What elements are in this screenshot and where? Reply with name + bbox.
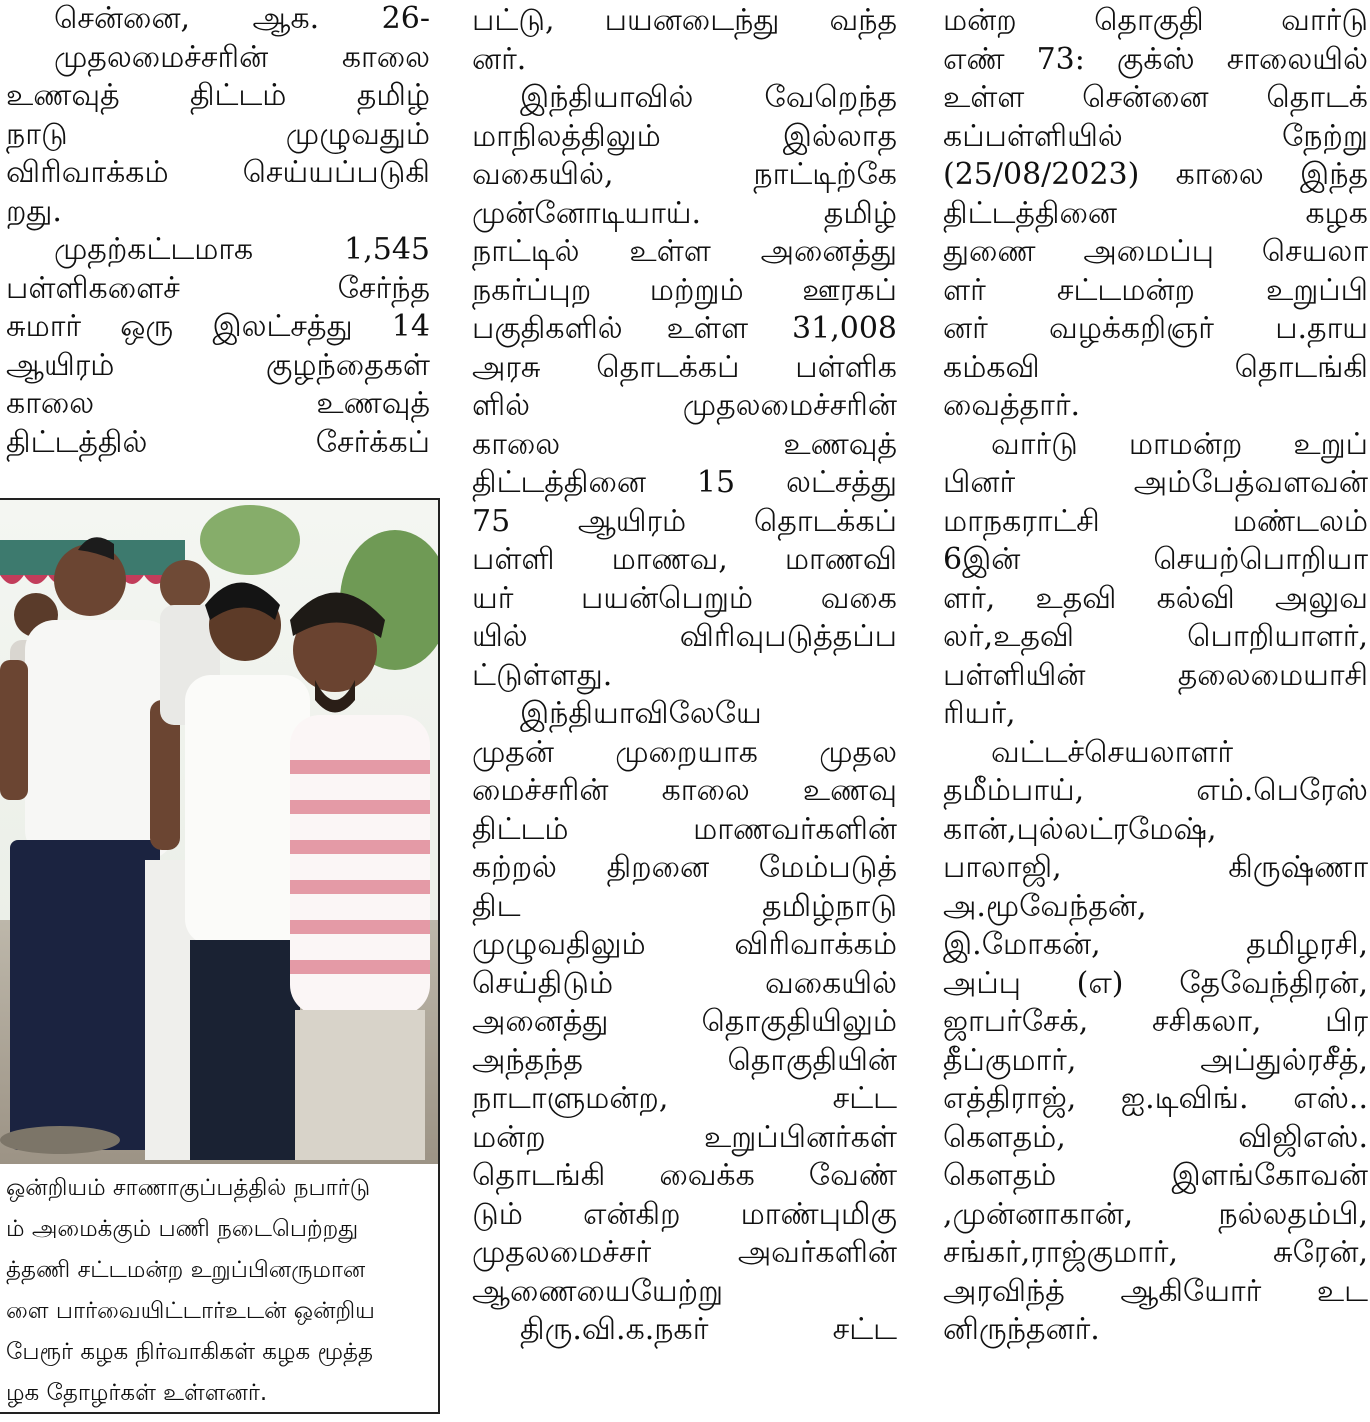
text-line: துணை அமைப்பு செயலா [943, 234, 1368, 269]
caption-line: த்தணி சட்டமன்ற உறுப்பினருமான [6, 1257, 366, 1283]
text-line: ளில் முதலமைச்சரின் [472, 388, 897, 423]
text-line: கம்கவி தொடங்கி [943, 349, 1368, 385]
text-line: சங்கர்,ராஜ்குமார், சுரேன், [943, 1235, 1368, 1270]
text-line: நாட்டில் உள்ள அனைத்து [472, 234, 897, 269]
text-line: விரிவாக்கம் செய்யப்படுகி [6, 155, 430, 190]
text-line: ட்டுள்ளது. [472, 657, 613, 693]
text-line: கப்பள்ளியில் நேற்று [943, 118, 1368, 154]
text-line: பள்ளியின் தலைமையாசி [943, 657, 1368, 693]
news-photo-box [0, 498, 440, 1414]
article-column-2 [472, 2, 897, 1350]
text-line: எத்திராஜ், ஐ.டிவிங். எஸ்.. [943, 1081, 1368, 1116]
text-line: நாடாளுமன்ற, சட்ட [472, 1081, 897, 1116]
text-line: வட்டச்செயலாளர் [991, 734, 1234, 770]
text-line: முதற்கட்டமாக 1,545 [54, 232, 430, 267]
text-line: காலை உணவுத் [472, 426, 897, 462]
text-line: வகையில், நாட்டிற்கே [472, 157, 897, 192]
photo-caption [6, 1168, 432, 1414]
text-line: அனைத்து தொகுதியிலும் [472, 1004, 897, 1039]
text-line: காலை உணவுத் [6, 386, 430, 421]
text-line: அரவிந்த் ஆகியோர் உட [943, 1273, 1368, 1309]
text-line: 6இன் செயற்பொறியா [943, 542, 1368, 577]
text-line: ரியர், [943, 696, 1016, 731]
text-line: திரு.வி.க.நகர் சட்ட [520, 1312, 897, 1347]
article-column-1 [6, 0, 430, 462]
news-photo [0, 500, 438, 1164]
text-line: லர்,உதவி பொறியாளர், [943, 619, 1368, 654]
text-line: முதலமைச்சர் அவர்களின் [472, 1235, 897, 1270]
caption-line: பேரூர் கழக நிர்வாகிகள் கழக மூத்த [6, 1339, 373, 1365]
text-line: ளர், உதவி கல்வி அலுவ [943, 580, 1368, 616]
text-line: அ.மூவேந்தன், [943, 888, 1147, 924]
text-line: கான்,புல்லட்ரமேஷ், [943, 811, 1217, 847]
text-line: பள்ளி மாணவ, மாணவி [472, 542, 897, 577]
text-line: பகுதிகளில் உள்ள 31,008 [472, 311, 897, 346]
text-line: (25/08/2023) காலை இந்த [943, 157, 1368, 192]
text-line: முதலமைச்சரின் காலை [54, 39, 430, 75]
text-line: பாலாஜி, கிருஷ்ணா [943, 850, 1368, 885]
text-line: றது. [6, 193, 62, 229]
text-line: மைச்சரின் காலை உணவு [472, 773, 897, 808]
text-line: 75 ஆயிரம் தொடக்கப் [472, 503, 897, 539]
text-line: உணவுத் திட்டம் தமிழ் [6, 78, 430, 113]
text-line: மன்ற உறுப்பினர்கள் [472, 1119, 897, 1155]
text-line: மாநிலத்திலும் இல்லாத [472, 118, 897, 154]
text-line: கற்றல் திறனை மேம்படுத் [472, 850, 897, 885]
text-line: மாநகராட்சி மண்டலம் [943, 503, 1368, 539]
text-line: சென்னை, ஆக. 26- [54, 1, 430, 36]
text-line: திட தமிழ்நாடு [472, 888, 897, 924]
text-line: ,முன்னாகான், நல்லதம்பி, [943, 1196, 1368, 1232]
text-line: யர் பயன்பெறும் வகை [472, 580, 897, 616]
caption-line: ம் அமைக்கும் பணி நடைபெற்றது [6, 1216, 359, 1242]
text-line: ளர் சட்டமன்ற உறுப்பி [943, 272, 1368, 308]
text-line: இந்தியாவிலேயே [520, 696, 762, 731]
text-line: நகர்ப்புற மற்றும் ஊரகப் [472, 272, 897, 308]
text-line: யில் விரிவுபடுத்தப்ப [472, 619, 897, 654]
text-line: நாடு முழுவதும் [6, 116, 430, 152]
caption-line: ழக தோழர்கள் உள்ளனர். [6, 1380, 268, 1406]
text-line: தமீம்பாய், எம்.பெரேஸ் [943, 773, 1368, 808]
text-line: தொடங்கி வைக்க வேண் [472, 1158, 897, 1193]
text-line: இந்தியாவில் வேறெந்த [520, 80, 897, 115]
text-line: தீப்குமார், அப்துல்ரசீத், [943, 1042, 1368, 1078]
article-column-3 [943, 2, 1368, 1350]
text-line: முழுவதிலும் விரிவாக்கம் [472, 927, 897, 962]
text-line: திட்டத்தினை 15 லட்சத்து [472, 465, 897, 500]
text-line: முன்னோடியாய். தமிழ் [472, 195, 897, 231]
text-line: முதன் முறையாக முதல [472, 734, 897, 770]
caption-line: ஒன்றியம் சாணாகுப்பத்தில் நபார்டு [6, 1175, 371, 1201]
text-line: பள்ளிகளைச் சேர்ந்த [6, 270, 430, 306]
text-line: டும் என்கிற மாண்புமிகு [472, 1196, 897, 1232]
text-line: ஆணையையேற்று [472, 1273, 724, 1309]
text-line: கௌதம், விஜிஎஸ். [943, 1119, 1368, 1155]
text-line: அரசு தொடக்கப் பள்ளிக [472, 349, 897, 385]
text-line: னிருந்தனர். [943, 1312, 1100, 1347]
text-line: வார்டு மாமன்ற உறுப் [991, 426, 1368, 462]
caption-line: ளை பார்வையிட்டார்உடன் ஒன்றிய [6, 1298, 375, 1324]
text-line: ஜாபர்சேக், சசிகலா, பிர [943, 1004, 1368, 1039]
text-line: கௌதம் இளங்கோவன் [943, 1158, 1368, 1193]
text-line: பினர் அம்பேத்வளவன் [943, 465, 1368, 500]
text-line: ஆயிரம் குழந்தைகள் [6, 347, 430, 383]
text-line: செய்திடும் வகையில் [472, 965, 897, 1001]
text-line: திட்டம் மாணவர்களின் [472, 811, 897, 847]
text-line: எண் 73: குக்ஸ் சாலையில் [943, 41, 1368, 77]
text-line: சுமார் ஒரு இலட்சத்து 14 [6, 309, 430, 344]
text-line: அப்பு (எ) தேவேந்திரன், [943, 965, 1368, 1001]
text-line: னர் வழக்கறிஞர் ப.தாய [943, 311, 1368, 346]
text-line: வைத்தார். [943, 388, 1081, 423]
text-line: திட்டத்தினை கழக [943, 195, 1368, 231]
text-line: அந்தந்த தொகுதியின் [472, 1042, 897, 1078]
text-line: னர். [472, 41, 527, 77]
text-line: பட்டு, பயனடைந்து வந்த [472, 3, 897, 38]
text-line: உள்ள சென்னை தொடக் [943, 80, 1368, 115]
text-line: திட்டத்தில் சேர்க்கப் [6, 424, 430, 460]
text-line: மன்ற தொகுதி வார்டு [943, 3, 1368, 38]
text-line: இ.மோகன், தமிழரசி, [943, 927, 1368, 962]
